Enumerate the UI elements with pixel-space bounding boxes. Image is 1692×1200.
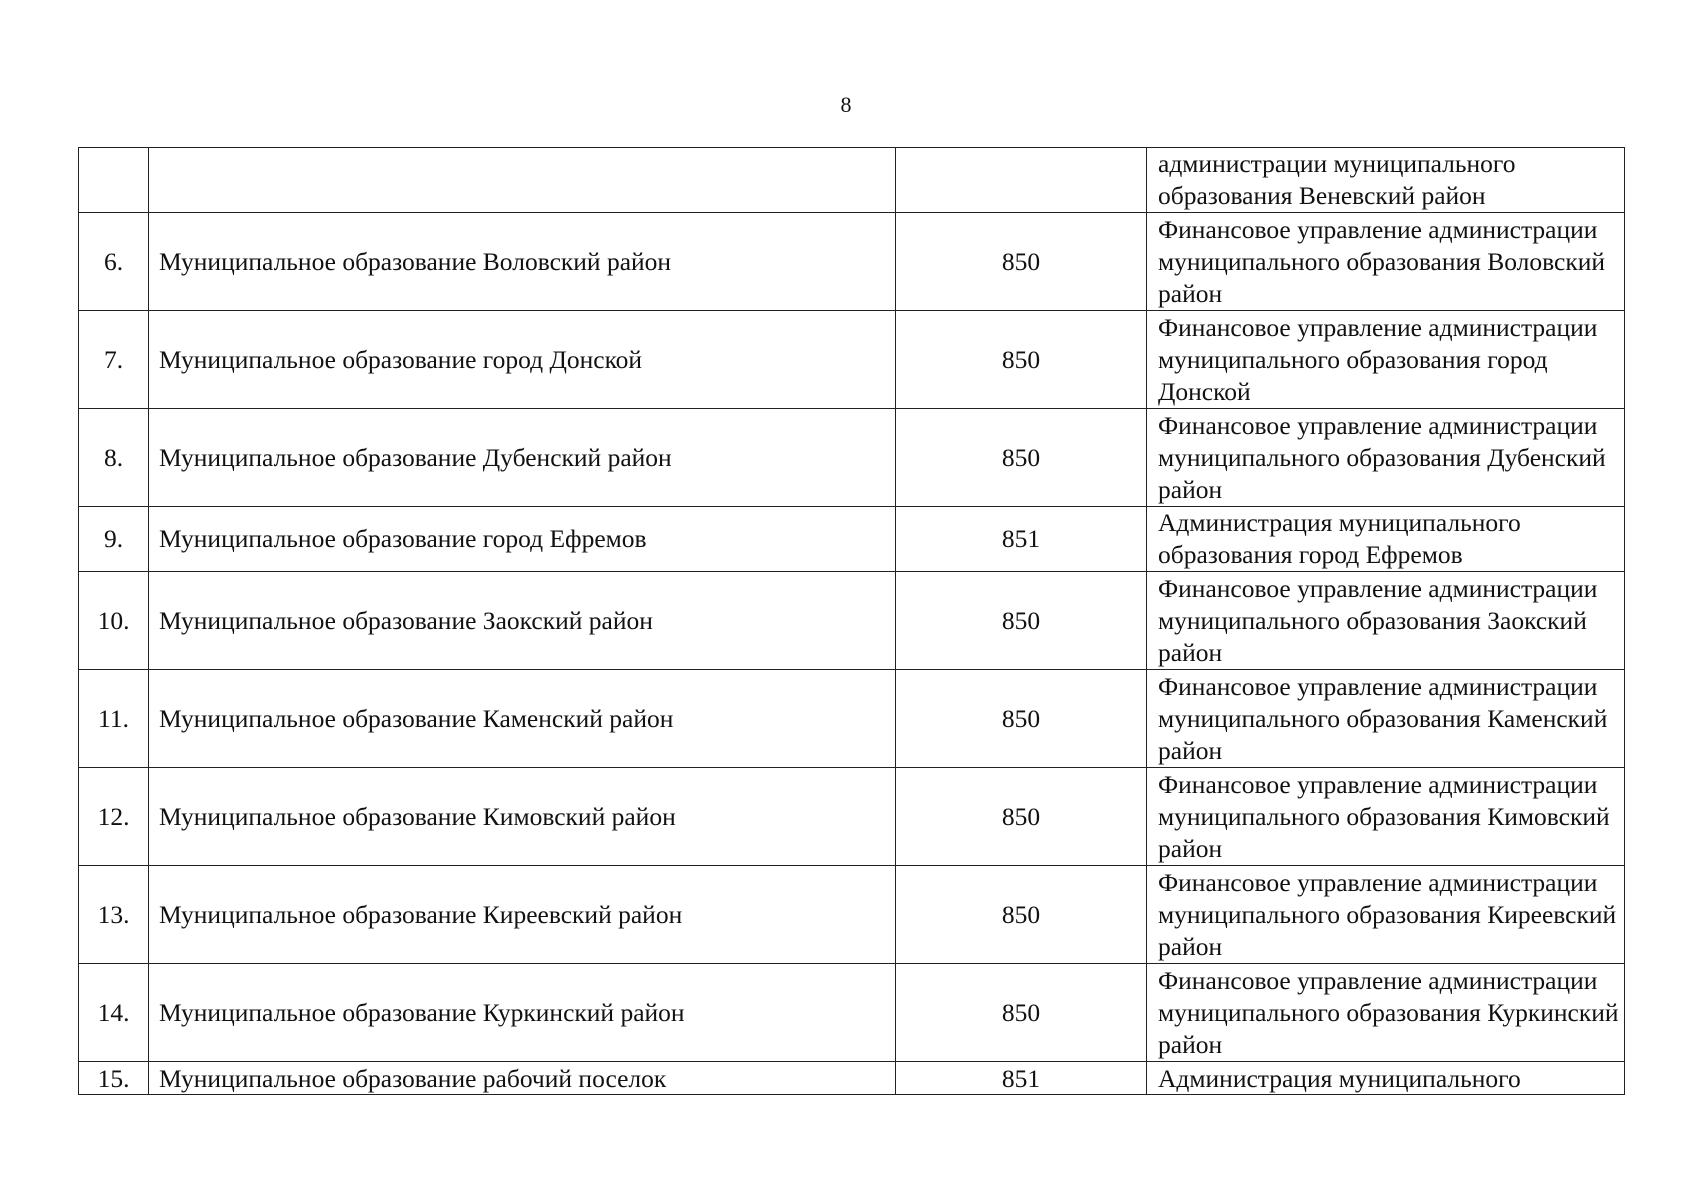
row-number-cell: 14. xyxy=(79,964,149,1062)
administrator-cell: Финансовое управление администрации муниципального образования город Донской xyxy=(1147,311,1625,409)
table-row xyxy=(79,866,1625,964)
municipality-name-cell: Муниципальное образование Воловский район xyxy=(149,213,896,311)
table-body xyxy=(79,148,1625,1095)
table-row xyxy=(79,670,1625,768)
table-row xyxy=(79,768,1625,866)
row-number-cell xyxy=(79,148,149,213)
municipality-name-cell: Муниципальное образование Заокский район xyxy=(149,572,896,670)
administrator-cell: Администрация муниципального xyxy=(1147,1062,1625,1095)
municipality-name-cell: Муниципальное образование Дубенский район xyxy=(149,409,896,507)
administrator-cell: Администрация муниципального образования город Ефремов xyxy=(1147,507,1625,572)
municipality-name-cell: Муниципальное образование Кимовский район xyxy=(149,768,896,866)
administrator-cell: Финансовое управление администрации муниципального образования Каменский район xyxy=(1147,670,1625,768)
code-cell: 850 xyxy=(896,409,1147,507)
row-number-cell: 12. xyxy=(79,768,149,866)
code-cell: 851 xyxy=(896,1062,1147,1095)
municipal-registry-table xyxy=(78,147,1625,1095)
row-number-cell: 9. xyxy=(79,507,149,572)
municipality-name-cell xyxy=(149,148,896,213)
table-row xyxy=(79,409,1625,507)
code-cell: 851 xyxy=(896,507,1147,572)
table-row xyxy=(79,507,1625,572)
row-number-cell: 8. xyxy=(79,409,149,507)
administrator-cell: Финансовое управление администрации муниципального образования Дубенский район xyxy=(1147,409,1625,507)
row-number-cell: 15. xyxy=(79,1062,149,1095)
code-cell: 850 xyxy=(896,866,1147,964)
administrator-cell: Финансовое управление администрации муниципального образования Заокский район xyxy=(1147,572,1625,670)
municipality-name-cell: Муниципальное образование город Ефремов xyxy=(149,507,896,572)
row-number-cell: 11. xyxy=(79,670,149,768)
administrator-cell: Финансовое управление администрации муниципального образования Куркинский район xyxy=(1147,964,1625,1062)
code-cell: 850 xyxy=(896,213,1147,311)
table-row xyxy=(79,213,1625,311)
table-row xyxy=(79,572,1625,670)
row-number-cell: 13. xyxy=(79,866,149,964)
administrator-cell: администрации муниципального образования Веневский район xyxy=(1147,148,1625,213)
code-cell: 850 xyxy=(896,768,1147,866)
municipality-name-cell: Муниципальное образование рабочий поселок xyxy=(149,1062,896,1095)
administrator-cell: Финансовое управление администрации муниципального образования Кимовский район xyxy=(1147,768,1625,866)
code-cell: 850 xyxy=(896,311,1147,409)
municipality-name-cell: Муниципальное образование Киреевский район xyxy=(149,866,896,964)
code-cell: 850 xyxy=(896,572,1147,670)
administrator-cell: Финансовое управление администрации муниципального образования Воловский район xyxy=(1147,213,1625,311)
table-row xyxy=(79,964,1625,1062)
table-row-continuation xyxy=(79,148,1625,213)
municipality-name-cell: Муниципальное образование город Донской xyxy=(149,311,896,409)
code-cell: 850 xyxy=(896,670,1147,768)
row-number-cell: 10. xyxy=(79,572,149,670)
municipality-name-cell: Муниципальное образование Куркинский район xyxy=(149,964,896,1062)
row-number-cell: 6. xyxy=(79,213,149,311)
code-cell xyxy=(896,148,1147,213)
row-number-cell: 7. xyxy=(79,311,149,409)
table-row xyxy=(79,311,1625,409)
municipality-name-cell: Муниципальное образование Каменский район xyxy=(149,670,896,768)
administrator-cell: Финансовое управление администрации муниципального образования Киреевский район xyxy=(1147,866,1625,964)
table-row xyxy=(79,1062,1625,1095)
code-cell: 850 xyxy=(896,964,1147,1062)
page-number: 8 xyxy=(840,92,852,117)
